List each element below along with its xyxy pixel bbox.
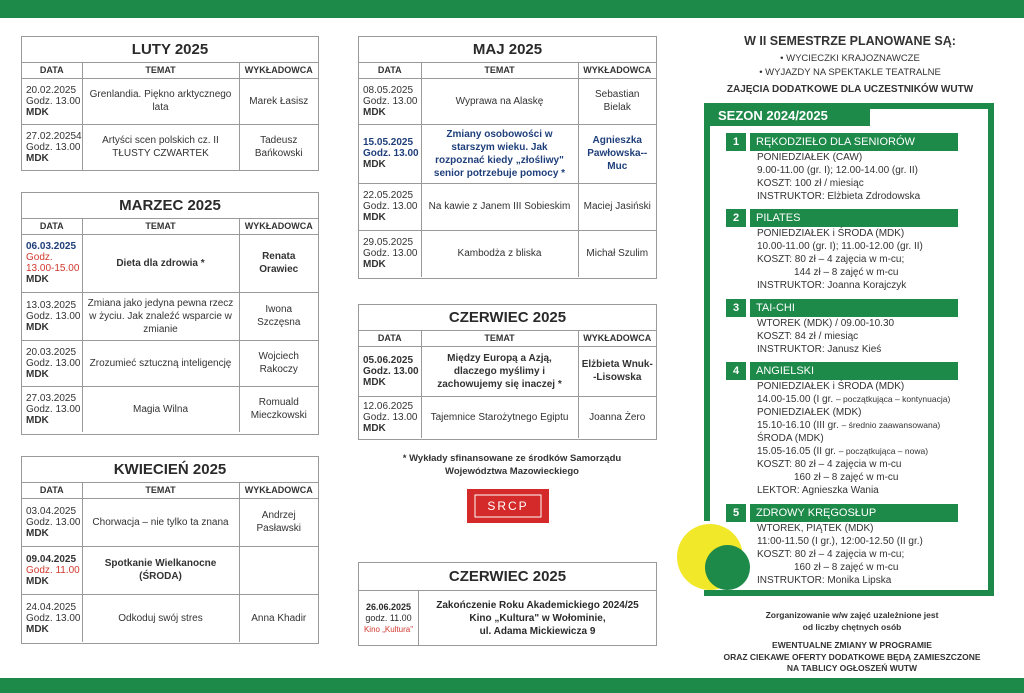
lecturer: Romuald Mieczkowski xyxy=(250,397,307,422)
header-data: DATA xyxy=(359,331,421,346)
header-temat: TEMAT xyxy=(82,483,239,498)
lecturer: Agnieszka Pawłowska--Muc xyxy=(578,124,656,183)
lecturer: Wojciech Rakoczy xyxy=(239,340,318,386)
table-row: 08.05.2025 Godz. 13.00 MDK Wyprawa na Alaskę Sebastian Bielak xyxy=(359,78,656,124)
lecturer: Marek Łasisz xyxy=(239,78,318,124)
topic: Wyprawa na Alaskę xyxy=(421,78,578,124)
table-row: 09.04.2025 Godz. 11.00 MDK Spotkanie Wielkanocne (ŚRODA) xyxy=(22,546,318,594)
topic: Między Europą a Azją, dlaczego myślimy i zachowujemy się inaczej * xyxy=(421,346,578,396)
table-row: 20.03.2025 Godz. 13.00 MDK Zrozumieć sztuczną inteligencję Wojciech Rakoczy xyxy=(22,340,318,386)
table-row: 06.03.2025 Godz. 13.00-15.00 MDK Dieta dla zdrowia * Renata Orawiec xyxy=(22,234,318,292)
table-row: 03.04.2025 Godz. 13.00 MDK Chorwacja – nie tylko ta znana Andrzej Pasławski xyxy=(22,498,318,546)
topic: Grenlandia. Piękno arktycznego lata xyxy=(82,78,239,124)
table-marzec xyxy=(21,192,319,435)
funding-note: * Wykłady sfinansowane ze środków Samorządu Województwa Mazowieckiego xyxy=(402,453,622,477)
table-czerwiec-final xyxy=(358,562,657,646)
season-label: SEZON 2024/2025 xyxy=(710,105,870,126)
table-row: 27.02.20254 Godz. 13.00 MDK Artyści scen polskich cz. II TŁUSTY CZWARTEK Tadeusz Bańkowski xyxy=(22,124,318,170)
header-data: DATA xyxy=(359,63,421,78)
section-rekodzielo: 1 RĘKODZIEŁO DLA SENIORÓW PONIEDZIAŁEK (CAW) 9.00-11.00 (gr. I); 12.00-14.00 (gr. II) KOSZT: 100 zł / miesiąc INSTRUKTOR: Elżbieta Zdrodowska xyxy=(726,133,958,203)
header-data: DATA xyxy=(22,483,82,498)
svg-text:SRCP: SRCP xyxy=(487,499,529,513)
extra-classes-heading: ZAJĘCIA DODATKOWE DLA UCZESTNIKÓW WUTW xyxy=(726,84,974,95)
table-row: 13.03.2025 Godz. 13.00 MDK Zmiana jako jedyna pewna rzecz w życiu. Jak znaleźć wsparcie w zmianie Iwona Szczęsna xyxy=(22,292,318,340)
semester-item: • WYCIECZKI KRAJOZNAWCZE xyxy=(780,53,920,64)
table-luty xyxy=(21,36,319,171)
lecturer: Joanna Żero xyxy=(589,411,646,423)
lecturer: Maciej Jasiński xyxy=(578,183,656,230)
table-kwiecien xyxy=(21,456,319,644)
table-row: 15.05.2025 Godz. 13.00 MDK Zmiany osobowości w starszym wieku. Jak rozpoznać kiedy „złośliwy" senior potrzebuje pomocy * Agnieszka Pawłowska--Muc xyxy=(359,124,656,183)
organization-note: Zorganizowanie w/w zajęć uzależnione jest od liczby chętnych osób xyxy=(765,610,939,632)
lecturer: Iwona Szczęsna xyxy=(239,292,318,340)
header-temat: TEMAT xyxy=(421,63,578,78)
lecturer: Michał Szulim xyxy=(586,248,649,260)
semester-heading: W II SEMESTRZE PLANOWANE SĄ: xyxy=(744,34,956,48)
header-data: DATA xyxy=(22,63,82,78)
topic: Spotkanie Wielkanocne (ŚRODA) xyxy=(82,546,239,594)
table-row: 27.03.2025 Godz. 13.00 MDK Magia Wilna Romuald Mieczkowski xyxy=(22,386,318,432)
table-maj xyxy=(358,36,657,279)
table-row: 24.04.2025 Godz. 13.00 MDK Odkoduj swój stres Anna Khadir xyxy=(22,594,318,642)
section-zdrowy-kregoslup: 5 ZDROWY KRĘGOSŁUP WTOREK, PIĄTEK (MDK) 11:00-11.50 (I gr.), 12:00-12.50 (II gr.) KOSZT: 80 zł – 4 zajęcia w m-cu; 160 zł – 8 zajęć w m-cu INSTRUKTOR: Monika Lipska xyxy=(726,504,958,587)
srcp-logo xyxy=(467,489,549,523)
header-wykladowca: WYKŁADOWCA xyxy=(239,219,318,234)
top-green-band xyxy=(0,0,1024,18)
header-data: DATA xyxy=(22,219,82,234)
month-title: MAJ 2025 xyxy=(359,37,656,63)
month-title: LUTY 2025 xyxy=(22,37,318,63)
lecturer: Elżbieta Wnuk--Lisowska xyxy=(578,346,656,396)
section-tai-chi: 3 TAI-CHI WTOREK (MDK) / 09.00-10.30 KOSZT: 84 zł / miesiąc INSTRUKTOR: Janusz Kieś xyxy=(726,299,958,356)
table-row: 26.06.2025 godz. 11.00 Kino „Kultura" Zakończenie Roku Akademickiego 2024/25 Kino „Kultura" w Wołominie, ul. Adama Mickiewicza 9 xyxy=(359,591,656,645)
lecturer: Anna Khadir xyxy=(251,612,307,624)
topic: Zrozumieć sztuczną inteligencję xyxy=(82,340,239,386)
semester-item: • WYJAZDY NA SPEKTAKLE TEATRALNE xyxy=(759,67,941,78)
srcp-logo-icon xyxy=(473,493,543,519)
lecturer: Sebastian Bielak xyxy=(578,78,656,124)
topic: Artyści scen polskich cz. II TŁUSTY CZWARTEK xyxy=(82,124,239,170)
table-row: 05.06.2025 Godz. 13.00 MDK Między Europą a Azją, dlaczego myślimy i zachowujemy się inaczej * Elżbieta Wnuk--Lisowska xyxy=(359,346,656,396)
header-wykladowca: WYKŁADOWCA xyxy=(239,63,318,78)
table-czerwiec xyxy=(358,304,657,440)
green-circle-decoration xyxy=(705,545,750,590)
month-title: CZERWIEC 2025 xyxy=(359,563,656,591)
table-row: 22.05.2025 Godz. 13.00 MDK Na kawie z Janem III Sobieskim Maciej Jasiński xyxy=(359,183,656,230)
lecturer: Andrzej Pasławski xyxy=(239,498,318,546)
section-pilates: 2 PILATES PONIEDZIAŁEK i ŚRODA (MDK) 10.00-11.00 (gr. I); 11.00-12.00 (gr. II) KOSZT: 80 zł – 4 zajęcia w m-cu; 144 zł – 8 zajęć w m-cu INSTRUKTOR: Joanna Korajczyk xyxy=(726,209,958,292)
topic: Na kawie z Janem III Sobieskim xyxy=(421,183,578,230)
table-row: 20.02.2025 Godz. 13.00 MDK Grenlandia. Piękno arktycznego lata Marek Łasisz xyxy=(22,78,318,124)
topic: Chorwacja – nie tylko ta znana xyxy=(82,498,239,546)
topic: Zmiany osobowości w starszym wieku. Jak rozpoznać kiedy „złośliwy" senior potrzebuje pomocy * xyxy=(421,124,578,183)
header-temat: TEMAT xyxy=(82,219,239,234)
season-frame-left xyxy=(704,103,710,521)
header-wykladowca: WYKŁADOWCA xyxy=(578,331,656,346)
table-row: 12.06.2025 Godz. 13.00 MDK Tajemnice Starożytnego Egiptu Joanna Żero xyxy=(359,396,656,438)
lecturer: Tadeusz Bańkowski xyxy=(254,135,303,160)
lecturer xyxy=(239,546,318,594)
header-temat: TEMAT xyxy=(82,63,239,78)
table-row: 29.05.2025 Godz. 13.00 MDK Kambodża z bliska Michał Szulim xyxy=(359,230,656,277)
topic: Zmiana jako jedyna pewna rzecz w życiu. Jak znaleźć wsparcie w zmianie xyxy=(82,292,239,340)
header-temat: TEMAT xyxy=(421,331,578,346)
month-title: MARZEC 2025 xyxy=(22,193,318,219)
month-title: CZERWIEC 2025 xyxy=(359,305,656,331)
month-title: KWIECIEŃ 2025 xyxy=(22,457,318,483)
header-wykladowca: WYKŁADOWCA xyxy=(578,63,656,78)
topic: Dieta dla zdrowia * xyxy=(82,234,239,292)
topic: Tajemnice Starożytnego Egiptu xyxy=(421,396,578,438)
section-angielski: 4 ANGIELSKI PONIEDZIAŁEK i ŚRODA (MDK) 14.00-15.00 (I gr. – początkująca – kontynuacja) PONIEDZIAŁEK (MDK) 15.10-16.10 (III gr. – średnio zaawansowana) ŚRODA (MDK) 15.05-16.05 (II gr. – początkująca – nowa) KOSZT: 80 zł – 4 zajęcia w m-cu 160 zł – 8 zajęć w m-cu LEKTOR: Agnieszka Wania xyxy=(726,362,958,497)
changes-note: EWENTUALNE ZMIANY W PROGRAMIE ORAZ CIEKAWE OFERTY DODATKOWE BĘDĄ ZAMIESZCZONE NA TABLICY OGŁOSZEŃ WUTW xyxy=(723,640,981,673)
header-wykladowca: WYKŁADOWCA xyxy=(239,483,318,498)
bottom-green-band xyxy=(0,678,1024,693)
topic: Magia Wilna xyxy=(82,386,239,432)
topic: Odkoduj swój stres xyxy=(82,594,239,642)
topic: Kambodża z bliska xyxy=(421,230,578,277)
lecturer: Renata Orawiec xyxy=(239,234,318,292)
